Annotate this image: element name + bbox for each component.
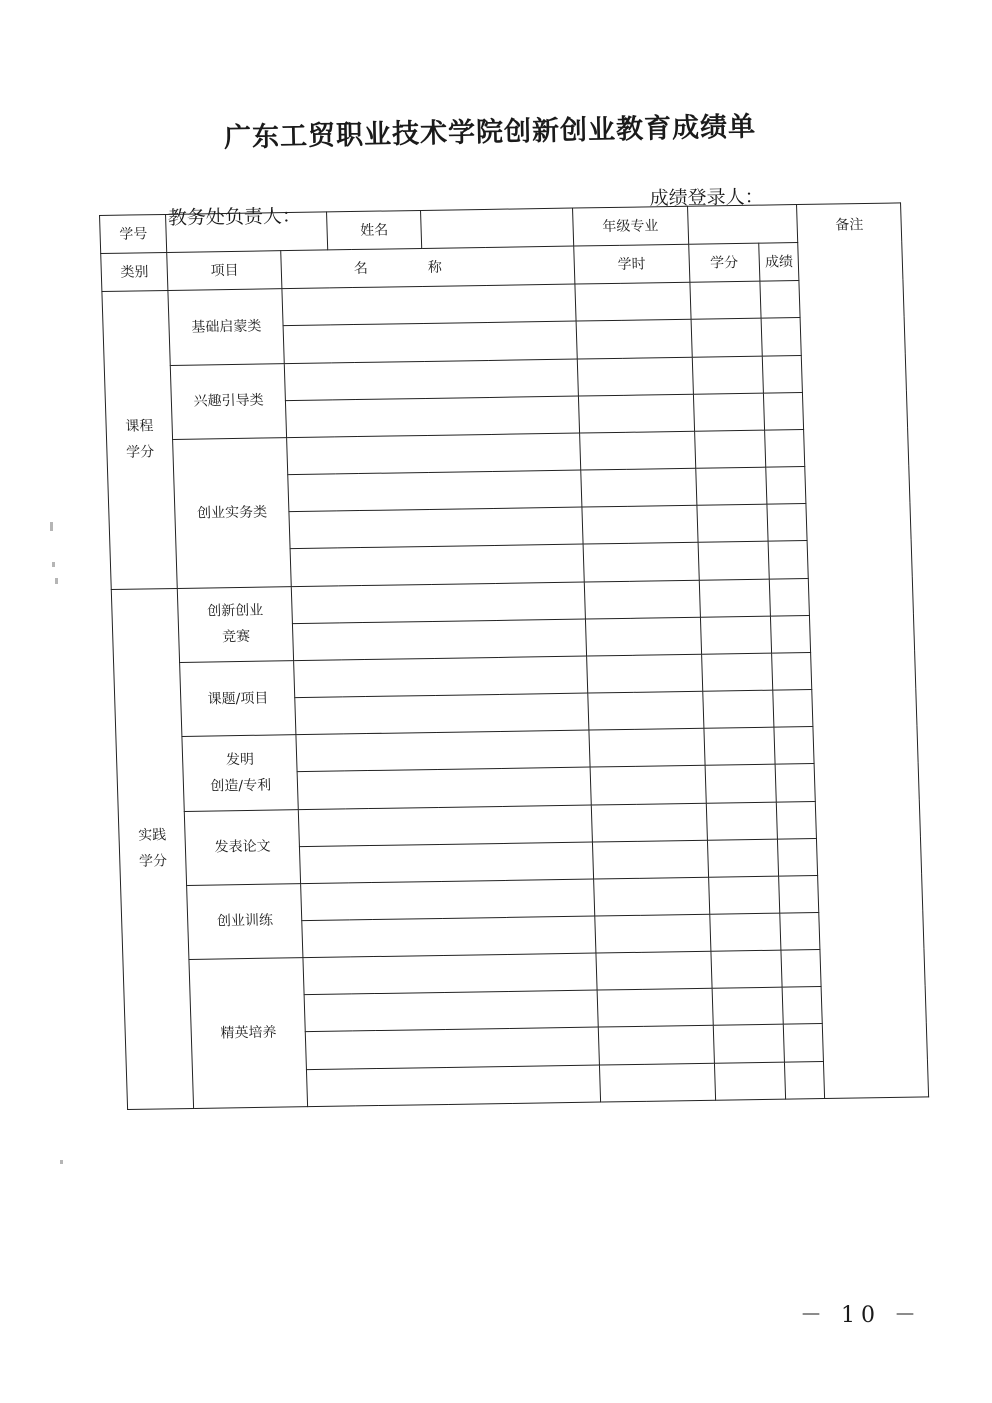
- item-label: 基础启蒙类: [191, 318, 262, 336]
- credits-input-cell[interactable]: [693, 393, 765, 431]
- hours-input-cell[interactable]: [579, 431, 695, 470]
- title-input-cell[interactable]: [293, 619, 587, 661]
- credits-input-cell[interactable]: [701, 653, 773, 691]
- item-cell: [171, 363, 287, 439]
- credits-input-cell[interactable]: [691, 319, 763, 357]
- item-label: 创造/专利: [210, 777, 272, 795]
- title-input-cell[interactable]: [283, 322, 577, 364]
- credits-input-cell[interactable]: [704, 727, 776, 765]
- item-label: 创业训练: [216, 913, 274, 930]
- title-input-cell[interactable]: [303, 953, 597, 995]
- credits-input-cell[interactable]: [697, 504, 769, 542]
- title-input-cell[interactable]: [284, 359, 578, 401]
- hours-input-cell[interactable]: [581, 468, 697, 507]
- title-input-cell[interactable]: [291, 582, 585, 624]
- hours-input-cell[interactable]: [595, 914, 711, 953]
- grade-recorder-label: 成绩登录人：: [649, 185, 764, 210]
- category-column-header: 类别: [101, 253, 169, 292]
- academic-affairs-signer-label: 教务处负责人：: [167, 205, 302, 230]
- credits-input-cell[interactable]: [699, 579, 771, 617]
- score-input-cell[interactable]: [762, 355, 802, 393]
- hours-input-cell[interactable]: [594, 877, 710, 916]
- credits-input-cell[interactable]: [700, 616, 772, 654]
- student-id-field[interactable]: [166, 212, 328, 253]
- hours-input-cell[interactable]: [588, 691, 704, 730]
- item-label: 竞赛: [221, 629, 251, 646]
- score-input-cell[interactable]: [761, 318, 801, 356]
- score-input-cell[interactable]: [775, 764, 815, 802]
- item-cell: [180, 661, 296, 737]
- title-input-cell[interactable]: [294, 656, 588, 698]
- item-label: 创新创业: [207, 602, 264, 620]
- hours-input-cell[interactable]: [585, 617, 701, 656]
- grade-sheet: [99, 202, 929, 1110]
- credits-input-cell[interactable]: [712, 987, 784, 1025]
- category-label: 学分: [125, 444, 155, 462]
- hours-input-cell[interactable]: [575, 283, 691, 322]
- item-label: 课题/项目: [207, 690, 269, 708]
- title-input-cell[interactable]: [305, 1028, 599, 1070]
- item-cell: [187, 883, 303, 959]
- hours-input-cell[interactable]: [599, 1063, 715, 1102]
- page-number: － 10 －: [800, 1303, 922, 1328]
- hours-column-header: 学时: [574, 244, 690, 284]
- score-input-cell[interactable]: [783, 1024, 823, 1062]
- hours-input-cell[interactable]: [584, 580, 700, 619]
- credits-input-cell[interactable]: [709, 913, 781, 951]
- category-cell: [102, 291, 178, 589]
- title-input-cell[interactable]: [297, 767, 591, 809]
- item-label: 创业实务类: [196, 504, 268, 522]
- title-input-cell[interactable]: [300, 842, 594, 884]
- item-cell: [182, 735, 298, 811]
- score-input-cell[interactable]: [767, 504, 807, 542]
- credits-input-cell[interactable]: [695, 467, 767, 505]
- hours-input-cell[interactable]: [592, 840, 708, 879]
- name-label: 姓名: [327, 210, 422, 250]
- item-cell: [189, 958, 307, 1109]
- credits-input-cell[interactable]: [705, 764, 777, 802]
- hours-input-cell[interactable]: [582, 506, 698, 545]
- hours-input-cell[interactable]: [577, 357, 693, 396]
- score-input-cell[interactable]: [765, 429, 805, 467]
- category-label: 课程: [125, 418, 154, 436]
- title-input-cell[interactable]: [301, 879, 595, 921]
- hours-input-cell[interactable]: [586, 654, 702, 693]
- score-input-cell[interactable]: [770, 615, 810, 653]
- item-label: 精英培养: [220, 1024, 277, 1042]
- score-input-cell[interactable]: [774, 727, 814, 765]
- title-input-cell[interactable]: [302, 916, 596, 958]
- credits-input-cell[interactable]: [692, 356, 764, 394]
- score-input-cell[interactable]: [766, 467, 806, 505]
- score-input-cell[interactable]: [763, 392, 803, 430]
- title-input-cell[interactable]: [307, 1065, 601, 1107]
- credits-input-cell[interactable]: [694, 430, 766, 468]
- hours-input-cell[interactable]: [597, 989, 713, 1028]
- score-input-cell[interactable]: [784, 1061, 824, 1099]
- title-input-cell[interactable]: [295, 693, 589, 735]
- item-label: 兴趣引导类: [193, 392, 264, 410]
- page-title: 广东工贸职业技术学院创新创业教育成绩单: [223, 111, 757, 154]
- item-column-header: 项目: [167, 251, 282, 291]
- title-input-cell[interactable]: [289, 507, 583, 549]
- grade-table: [99, 202, 929, 1110]
- title-column-header: 名称: [281, 246, 575, 289]
- grade-major-label: 年级专业: [572, 206, 688, 246]
- credits-input-cell[interactable]: [690, 281, 762, 319]
- credits-input-cell[interactable]: [714, 1062, 786, 1101]
- credits-input-cell[interactable]: [708, 876, 780, 914]
- title-input-cell[interactable]: [296, 730, 590, 772]
- item-cell: [185, 809, 301, 885]
- scan-speck: [52, 562, 55, 567]
- score-input-cell[interactable]: [772, 652, 812, 690]
- hours-input-cell[interactable]: [583, 543, 699, 582]
- score-input-cell[interactable]: [781, 950, 821, 988]
- scan-speck: [60, 1160, 63, 1164]
- score-input-cell[interactable]: [776, 801, 816, 839]
- hours-input-cell[interactable]: [576, 320, 692, 359]
- title-input-cell[interactable]: [288, 470, 582, 512]
- item-label: 发表论文: [214, 838, 271, 856]
- score-input-cell[interactable]: [760, 281, 800, 319]
- title-input-cell[interactable]: [290, 544, 584, 586]
- item-cell: [178, 586, 294, 662]
- title-input-cell[interactable]: [287, 433, 581, 475]
- score-input-cell[interactable]: [769, 578, 809, 616]
- title-input-cell[interactable]: [282, 284, 576, 326]
- scan-speck: [50, 522, 53, 531]
- scan-speck: [55, 578, 58, 584]
- credits-input-cell[interactable]: [713, 1025, 785, 1063]
- credits-input-cell[interactable]: [706, 802, 778, 840]
- credits-input-cell[interactable]: [707, 839, 779, 877]
- score-input-cell[interactable]: [779, 875, 819, 913]
- score-input-cell[interactable]: [777, 838, 817, 876]
- student-id-label: 学号: [100, 214, 168, 253]
- hours-input-cell[interactable]: [591, 803, 707, 842]
- hours-input-cell[interactable]: [589, 728, 705, 767]
- credits-input-cell[interactable]: [698, 542, 770, 580]
- credits-input-cell[interactable]: [711, 950, 783, 988]
- hours-input-cell[interactable]: [596, 951, 712, 990]
- hours-input-cell[interactable]: [578, 394, 694, 433]
- category-label: 实践: [137, 827, 167, 844]
- item-cell: [168, 289, 284, 365]
- credits-column-header: 学分: [688, 243, 760, 282]
- score-input-cell[interactable]: [782, 987, 822, 1025]
- name-field[interactable]: [420, 208, 573, 249]
- score-input-cell[interactable]: [773, 690, 813, 728]
- score-input-cell[interactable]: [768, 541, 808, 579]
- grade-major-field[interactable]: [687, 205, 798, 245]
- item-label: 发明: [225, 751, 255, 769]
- score-input-cell[interactable]: [780, 913, 820, 951]
- title-input-cell[interactable]: [298, 805, 592, 847]
- title-input-cell[interactable]: [286, 396, 580, 438]
- hours-input-cell[interactable]: [590, 766, 706, 805]
- hours-input-cell[interactable]: [598, 1026, 714, 1065]
- category-label: 学分: [138, 853, 168, 870]
- title-input-cell[interactable]: [304, 990, 598, 1032]
- remarks-label: 备注: [835, 217, 864, 234]
- credits-input-cell[interactable]: [702, 690, 774, 728]
- item-cell: [173, 438, 291, 588]
- score-column-header: 成绩: [759, 243, 799, 282]
